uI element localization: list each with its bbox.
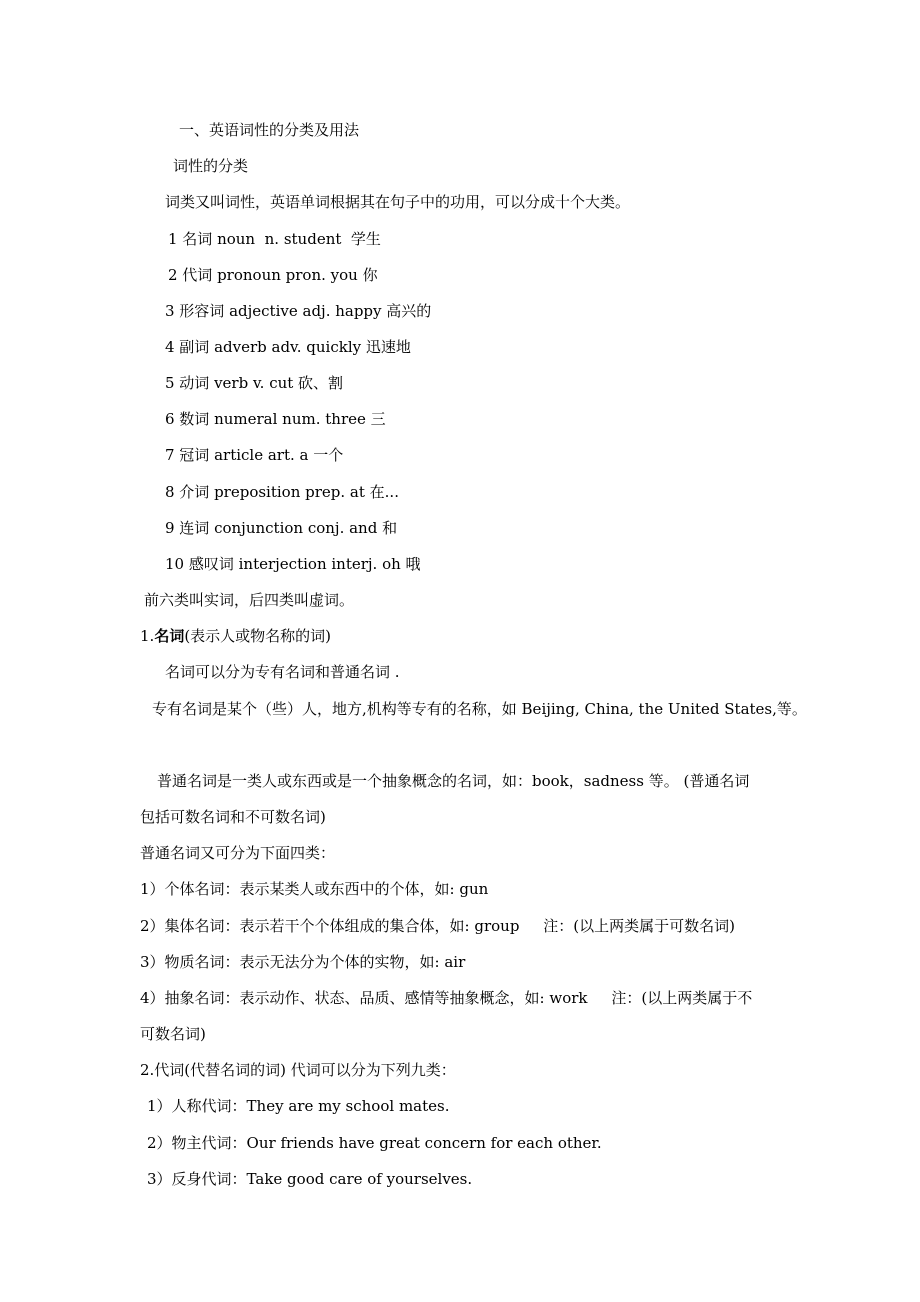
- pronoun-type-item: 3）反身代词：Take good care of yourselves.: [147, 1170, 473, 1188]
- section-heading-noun: [140, 626, 331, 646]
- subheading: 词性的分类: [173, 157, 249, 175]
- noun-split-line: 名词可以分为专有名词和普通名词 .: [165, 663, 400, 681]
- pos-list-item: 10 感叹词 interjection interj. oh 哦: [165, 555, 421, 573]
- section-title: 名词: [154, 627, 185, 645]
- noun-type-item: 3）物质名词：表示无法分为个体的实物，如: air: [140, 953, 466, 971]
- common-four-line: 普通名词又可分为下面四类：: [140, 844, 336, 862]
- proper-noun-line: 专有名词是某个（些）人，地方,机构等专有的名称，如 Beijing, China, the United States,等。: [152, 700, 807, 718]
- summary-line: 前六类叫实词，后四类叫虚词。: [144, 591, 355, 609]
- pronoun-type-item: 1）人称代词：They are my school mates.: [147, 1097, 450, 1115]
- pronoun-type-item: 2）物主代词：Our friends have great concern for each other.: [147, 1134, 602, 1152]
- pos-list-item: 6 数词 numeral num. three 三: [165, 410, 386, 428]
- pos-list-item: 8 介词 preposition prep. at 在...: [165, 483, 399, 501]
- common-noun-line: 普通名词是一类人或东西或是一个抽象概念的名词，如：book，sadness 等。 (普通名词: [157, 772, 750, 790]
- pos-list-item: 2 代词 pronoun pron. you 你: [168, 266, 378, 284]
- heading: 一、英语词性的分类及用法: [179, 121, 360, 139]
- common-noun-line-cont: 包括可数名词和不可数名词): [140, 808, 326, 826]
- intro-paragraph: 词类又叫词性，英语单词根据其在句子中的功用，可以分成十个大类。: [165, 193, 631, 211]
- section-desc: (表示人或物名称的词): [184, 627, 332, 645]
- noun-type-item-cont: 可数名词): [140, 1025, 206, 1043]
- pos-list-item: 7 冠词 article art. a 一个: [165, 446, 344, 464]
- pos-list-item: 4 副词 adverb adv. quickly 迅速地: [165, 338, 411, 356]
- section-number: 1.: [140, 627, 155, 645]
- pos-list-item: 5 动词 verb v. cut 砍、割: [165, 374, 344, 392]
- section-heading-pronoun: 2.代词(代替名词的词) 代词可以分为下列九类：: [140, 1061, 456, 1079]
- pos-list-item: 9 连词 conjunction conj. and 和: [165, 519, 398, 537]
- noun-type-item: 4）抽象名词：表示动作、状态、品质、感情等抽象概念，如: work 注：(以上两类属于不: [140, 989, 753, 1007]
- noun-type-item: 1）个体名词：表示某类人或东西中的个体，如: gun: [140, 880, 489, 898]
- pos-list-item: 3 形容词 adjective adj. happy 高兴的: [165, 302, 432, 320]
- pos-list-item: 1 名词 noun n. student 学生: [168, 230, 381, 248]
- noun-type-item: 2）集体名词：表示若干个个体组成的集合体，如: group 注：(以上两类属于可数名词): [140, 917, 735, 935]
